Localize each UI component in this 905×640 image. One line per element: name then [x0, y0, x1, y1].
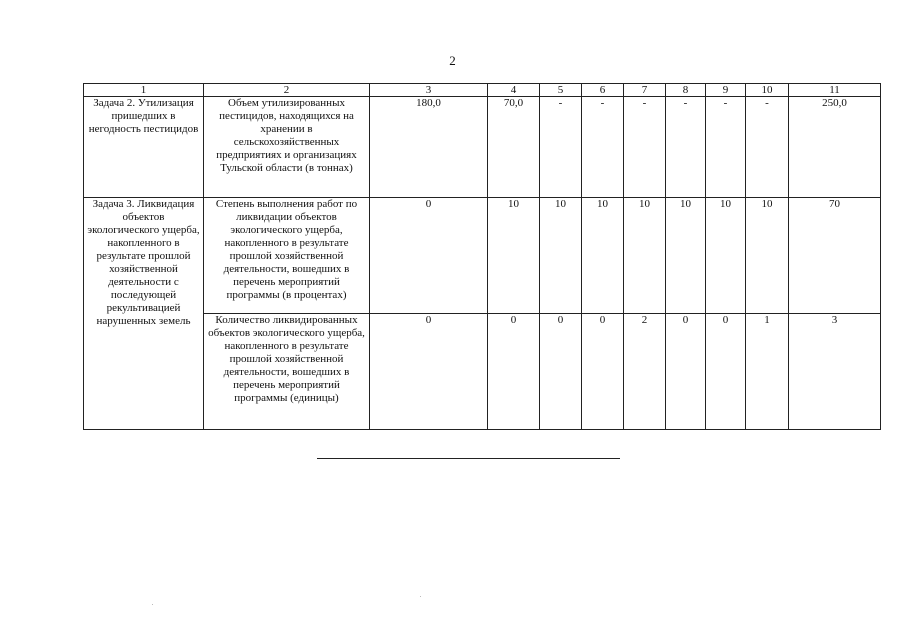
value-cell: -: [746, 97, 789, 198]
value-cell: 10: [582, 198, 624, 314]
indicator-cell: Количество ликвидированных объектов экологического ущерба, накопленного в результате прошлой хозяйственной деятельности, вошедших в перечень мероприятий программы (единицы): [204, 314, 370, 430]
value-cell: 3: [789, 314, 881, 430]
value-cell: 0: [370, 314, 488, 430]
column-header: 11: [789, 84, 881, 97]
value-cell: 250,0: [789, 97, 881, 198]
value-cell: 10: [540, 198, 582, 314]
indicator-cell: Объем утилизированных пестицидов, находящихся на хранении в сельскохозяйственных предприятиях и организациях Тульской области (в тоннах): [204, 97, 370, 198]
column-header-row: [84, 84, 881, 97]
value-cell: -: [582, 97, 624, 198]
column-header: 4: [488, 84, 540, 97]
task-cell: Задача 3. Ликвидация объектов экологического ущерба, накопленного в результате прошлой хозяйственной деятельности с последующей рекультивацией нарушенных земель: [84, 198, 204, 430]
value-cell: 10: [624, 198, 666, 314]
value-cell: 0: [706, 314, 746, 430]
column-header: 1: [84, 84, 204, 97]
table-row-task-3b: [84, 314, 881, 430]
value-cell: 10: [666, 198, 706, 314]
value-cell: 0: [540, 314, 582, 430]
value-cell: 70: [789, 198, 881, 314]
column-header: 7: [624, 84, 666, 97]
value-cell: 10: [746, 198, 789, 314]
value-cell: 70,0: [488, 97, 540, 198]
value-cell: 2: [624, 314, 666, 430]
page-number: 2: [449, 53, 456, 68]
value-cell: -: [666, 97, 706, 198]
column-header: 2: [204, 84, 370, 97]
column-header: 9: [706, 84, 746, 97]
value-cell: 180,0: [370, 97, 488, 198]
task-cell: Задача 2. Утилизация пришедших в негодность пестицидов: [84, 97, 204, 198]
column-header: 6: [582, 84, 624, 97]
value-cell: -: [624, 97, 666, 198]
value-cell: -: [540, 97, 582, 198]
column-header: 5: [540, 84, 582, 97]
value-cell: -: [706, 97, 746, 198]
scan-speck: [420, 596, 421, 597]
value-cell: 10: [706, 198, 746, 314]
end-of-document-rule: [317, 458, 620, 459]
value-cell: 0: [582, 314, 624, 430]
value-cell: 0: [370, 198, 488, 314]
indicator-cell: Степень выполнения работ по ликвидации объектов экологического ущерба, накопленного в результате прошлой хозяйственной деятельности, вошедших в перечень мероприятий программы (в процентах): [204, 198, 370, 314]
scan-speck: [152, 604, 153, 605]
value-cell: 0: [666, 314, 706, 430]
column-header: 8: [666, 84, 706, 97]
value-cell: 0: [488, 314, 540, 430]
value-cell: 1: [746, 314, 789, 430]
column-header: 3: [370, 84, 488, 97]
table-row-task-3a: [84, 198, 881, 314]
indicators-table: [83, 83, 881, 430]
column-header: 10: [746, 84, 789, 97]
value-cell: 10: [488, 198, 540, 314]
table-row-task-2: [84, 97, 881, 198]
